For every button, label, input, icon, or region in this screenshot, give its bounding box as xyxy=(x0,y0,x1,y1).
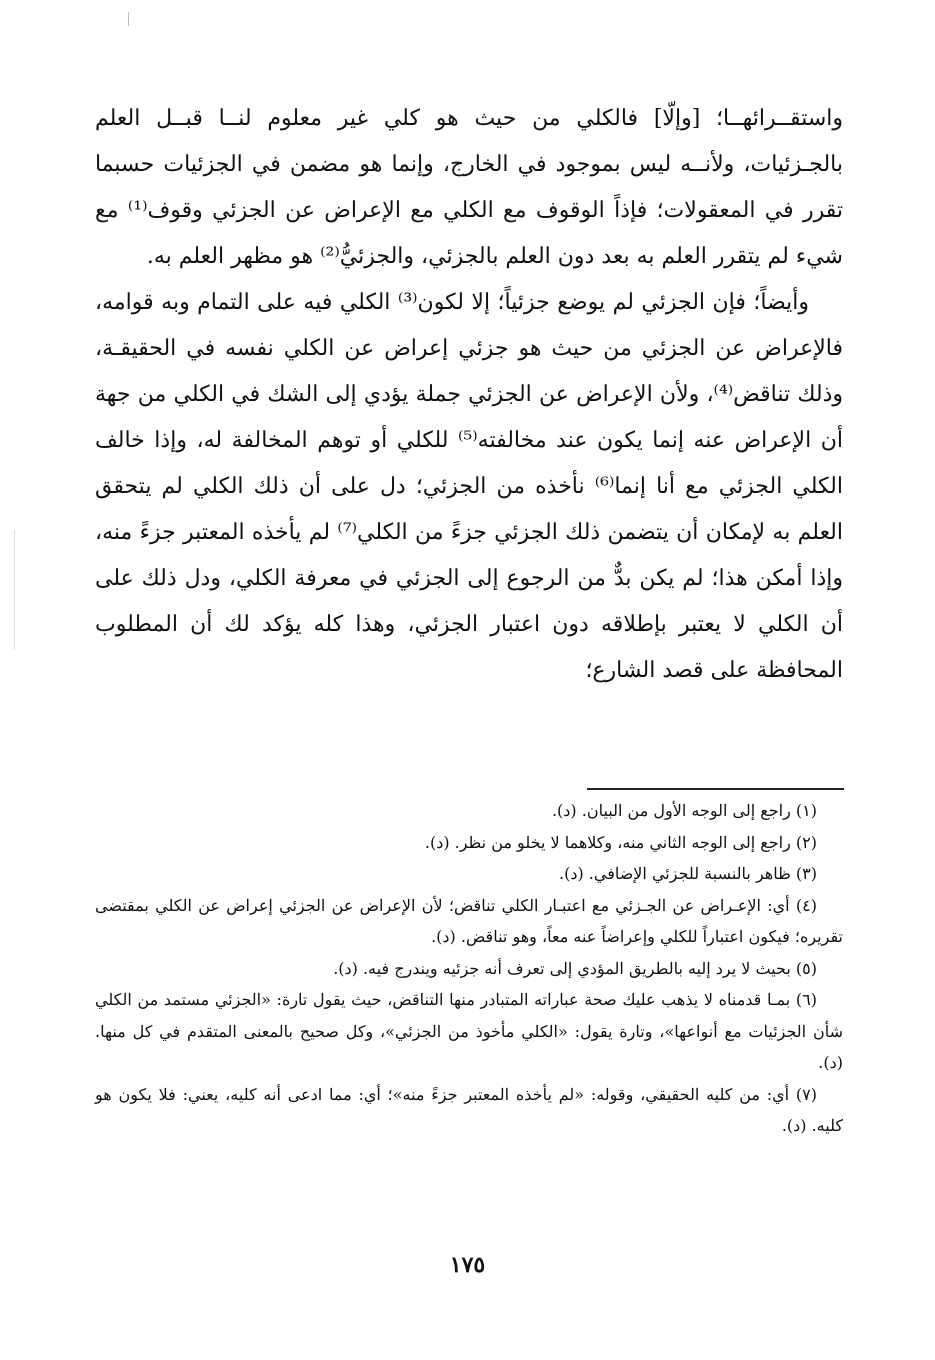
footnotes-section xyxy=(95,795,843,1142)
footnote-5: (٥) بحيث لا يرد إليه بالطريق المؤدي إلى تعرف أنه جزئيه ويندرج فيه. (د). xyxy=(333,958,817,978)
footnote-1: (١) راجع إلى الوجه الأول من البيان. (د). xyxy=(551,801,817,820)
footnote-4: (٤) أي: الإعـراض عن الجـزئي مع اعتبـار الكلي تناقض؛ لأن الإعراض عن الجزئي إعراض عن الكلي بمقتضى تقريره؛ فيكون اعتباراً للكلي وإعراضاً عنه معاً، وهو تناقض. (د). xyxy=(95,895,843,946)
footnote-6: (٦) بمـا قدمناه لا يذهب عليك صحة عباراته المتبادر منها التناقض، حيث يقول تارة: «الجزئي مستمد من الكلي شأن الجزئيات مع أنواعها»، وتارة يقول: «الكلي مأخوذ من الجزئي»، وكل صحيح بالمعنى المتقدم في كل منها. (د). xyxy=(95,990,843,1072)
footnote-2: (٢) راجع إلى الوجه الثاني منه، وكلاهما لا يخلو من نظر. (د). xyxy=(424,832,817,852)
footnote-3: (٣) ظاهر بالنسبة للجزئي الإضافي. (د). xyxy=(558,864,817,883)
body-paragraph-1: واستقــرائهــا؛ [وإلّا] فالكلي من حيث هو كلي غير معلوم لنــا قبــل العلم بالجـزئيات، ولأنــه ليس بموجود في الخارج، وإنما هو مضمن في الجزئيات حسبما تقرر في المعقولات؛ فإذاً الوقوف مع الكلي مع الإعراض عن الجزئي وقوف⁽¹⁾ مع شيء لم يتقرر العلم به بعد دون العلم بالجزئي، والجزئيُّ⁽²⁾ هو مظهر العلم به. xyxy=(95,106,844,269)
body-paragraph-2: وأيضاً؛ فإن الجزئي لم يوضع جزئياً؛ إلا لكون⁽³⁾ الكلي فيه على التمام وبه قوامه، فالإعراض عن الجزئي من حيث هو جزئي إعراض عن الكلي نفسه في الحقيقـة، وذلك تناقض⁽⁴⁾، ولأن الإعراض عن الجزئي جملة يؤدي إلى الشك في الكلي من جهة أن الإعراض عنه إنما يكون عند مخالفته⁽⁵⁾ للكلي أو توهم المخالفة له، وإذا خالف الكلي الجزئي مع أنا إنما⁽⁶⁾ نأخذه من الجزئي؛ دل على أن ذلك الكلي لم يتحقق العلم به لإمكان أن يتضمن ذلك الجزئي جزءً من الكلي⁽⁷⁾ لم يأخذه المعتبر جزءً منه، وإذا أمكن هذا؛ لم يكن بدٌّ من الرجوع إلى الجزئي في معرفة الكلي، ودل ذلك على أن الكلي لا يعتبر بإطلاقه دون اعتبار الجزئي، وهذا كله يؤكد لك أن المطلوب المحافظة على قصد الشارع؛ xyxy=(95,290,844,683)
scan-edge-mark xyxy=(14,530,15,650)
main-body-text xyxy=(95,96,843,694)
scan-mark xyxy=(128,12,129,26)
footnote-separator xyxy=(587,788,844,790)
footnote-7: (٧) أي: من كليه الحقيقي، وقوله: «لم يأخذه المعتبر جزءً منه»؛ أي: مما ادعى أنه كليه، يعني: فلا يكون هو كليه. (د). xyxy=(95,1084,843,1135)
page-number: ١٧٥ xyxy=(449,1252,486,1278)
